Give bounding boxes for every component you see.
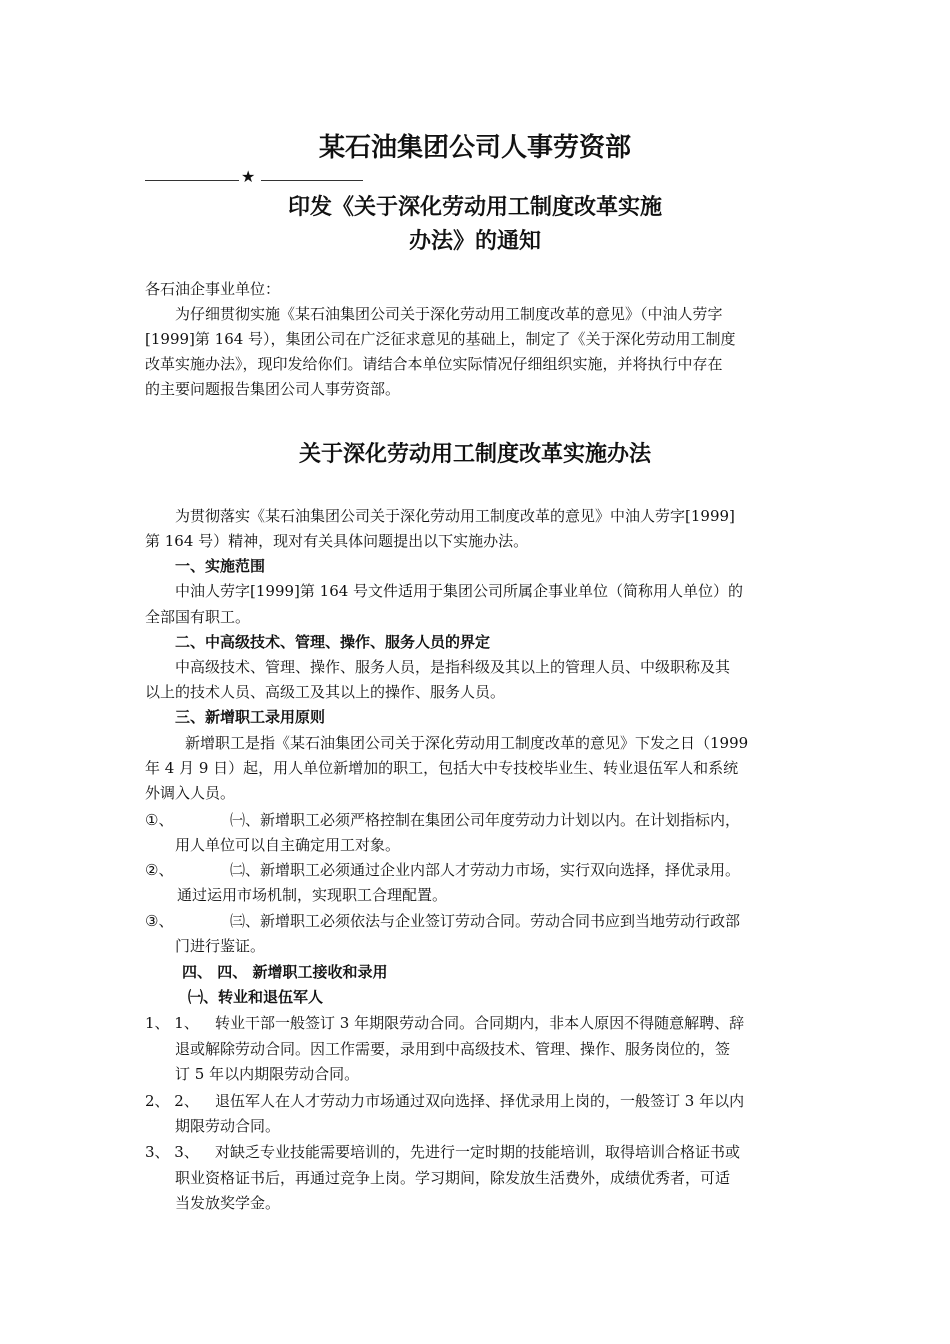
section-heading-2: 二、中高级技术、管理、操作、服务人员的界定 xyxy=(175,633,491,651)
title-divider xyxy=(145,167,363,187)
page-title: 某石油集团公司人事劳资部 xyxy=(318,133,631,163)
notice-body-line: 改革实施办法》，现印发给你们。请结合本单位实际情况仔细组织实施，并将执行中存在 xyxy=(145,355,723,373)
list-item-line: ㈡、新增职工必须通过企业内部人才劳动力市场，实行双向选择，择优录用。 xyxy=(230,861,741,879)
list-item-line: 门进行鉴证。 xyxy=(175,937,266,955)
notice-title-line2: 办法》的通知 xyxy=(408,228,541,254)
intro-line: 第 164 号）精神，现对有关具体问题提出以下实施办法。 xyxy=(145,532,529,550)
list-item-line: 订 5 年以内期限劳动合同。 xyxy=(175,1065,360,1083)
list-item-marker: 2、 2、 xyxy=(145,1092,199,1110)
section-heading-4: 四、 四、 新增职工接收和录用 xyxy=(182,963,388,981)
section-3-line: 新增职工是指《某石油集团公司关于深化劳动用工制度改革的意见》下发之日（1999 xyxy=(185,734,749,752)
list-item-marker: ②、 xyxy=(145,861,174,879)
measures-title: 关于深化劳动用工制度改革实施办法 xyxy=(298,441,651,467)
list-item-marker: ③、 xyxy=(145,912,174,930)
list-item-line: ㈢、新增职工必须依法与企业签订劳动合同。劳动合同书应到当地劳动行政部 xyxy=(230,912,741,930)
section-1-line: 中油人劳字[1999]第 164 号文件适用于集团公司所属企事业单位（简称用人单位）的 xyxy=(175,582,744,600)
subsection-heading: ㈠、转业和退伍军人 xyxy=(188,988,324,1006)
list-item-line: 转业干部一般签订 3 年期限劳动合同。合同期内，非本人原因不得随意解聘、辞 xyxy=(215,1014,745,1032)
section-2-line: 以上的技术人员、高级工及其以上的操作、服务人员。 xyxy=(145,683,506,701)
notice-body-line: [1999]第 164 号），集团公司在广泛征求意见的基础上，制定了《关于深化劳动用工制度 xyxy=(145,330,736,348)
notice-body-line: 的主要问题报告集团公司人事劳资部。 xyxy=(145,380,401,398)
section-1-line: 全部国有职工。 xyxy=(145,608,251,626)
section-3-line: 外调入人员。 xyxy=(145,784,236,802)
list-item-line: 期限劳动合同。 xyxy=(175,1117,281,1135)
notice-body-line: 为仔细贯彻实施《某石油集团公司关于深化劳动用工制度改革的意见》（中油人劳字 xyxy=(175,305,723,323)
salutation: 各石油企事业单位： xyxy=(145,280,281,298)
list-item-line: 用人单位可以自主确定用工对象。 xyxy=(175,836,401,854)
list-item-line: ㈠、新增职工必须严格控制在集团公司年度劳动力计划以内。在计划指标内， xyxy=(230,811,741,829)
notice-title-line1: 印发《关于深化劳动用工制度改革实施 xyxy=(287,194,662,220)
section-heading-1: 一、实施范围 xyxy=(175,557,266,575)
list-item-line: 退伍军人在人才劳动力市场通过双向选择、择优录用上岗的，一般签订 3 年以内 xyxy=(215,1092,745,1110)
section-heading-3: 三、新增职工录用原则 xyxy=(175,708,326,726)
list-item-marker: 3、 3、 xyxy=(145,1143,199,1161)
intro-line: 为贯彻落实《某石油集团公司关于深化劳动用工制度改革的意见》中油人劳字[1999] xyxy=(175,507,735,525)
section-2-line: 中高级技术、管理、操作、服务人员，是指科级及其以上的管理人员、中级职称及其 xyxy=(175,658,731,676)
section-3-line: 年 4 月 9 日）起，用人单位新增加的职工，包括大中专技校毕业生、转业退伍军人和系统 xyxy=(145,759,739,777)
list-item-line: 职业资格证书后，再通过竞争上岗。学习期间，除发放生活费外，成绩优秀者，可适 xyxy=(175,1169,731,1187)
list-item-line: 对缺乏专业技能需要培训的，先进行一定时期的技能培训，取得培训合格证书或 xyxy=(215,1143,741,1161)
list-item-line: 当发放奖学金。 xyxy=(175,1194,281,1212)
list-item-line: 通过运用市场机制，实现职工合理配置。 xyxy=(177,886,448,904)
list-item-marker: ①、 xyxy=(145,811,174,829)
list-item-line: 退或解除劳动合同。因工作需要，录用到中高级技术、管理、操作、服务岗位的，签 xyxy=(175,1040,731,1058)
list-item-marker: 1、 1、 xyxy=(145,1014,199,1032)
star-icon: ★ xyxy=(241,167,256,186)
